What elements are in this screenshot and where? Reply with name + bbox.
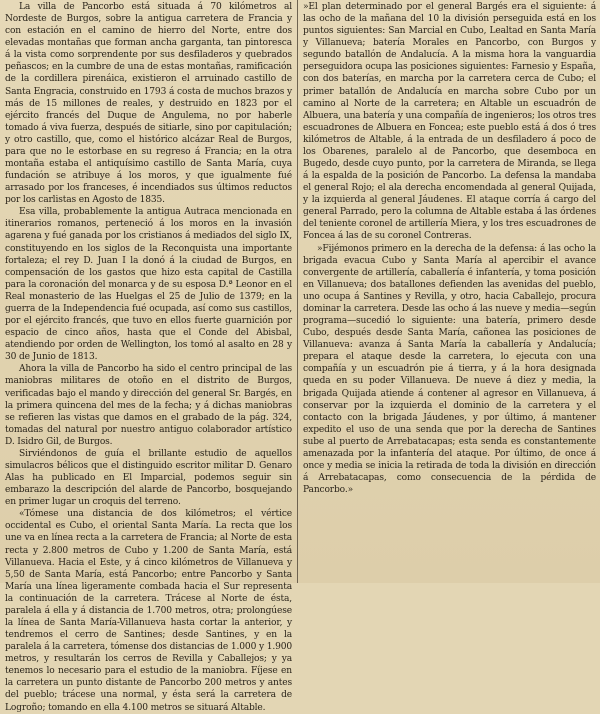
article-right-column bbox=[303, 1, 596, 496]
column-divider bbox=[297, 0, 298, 583]
article-paragraph: La villa de Pancorbo está situada á 70 kilómetros al Nordeste de Burgos, sobre la antigua carretera de Francia y con estación en el camino de hierro del Norte, entre dos elevadas montañas que forman ancha garganta, tan pintoresca á la vista como sorprendente por sus desfiladeros y quebrados peñascos; en la cumbre de una de estas montañas, ramificación de la cordillera pirenáica, existieron el arruinado castillo de Santa Engracia, construido en 1793 á costa de muchos brazos y más de 15 millones de reales, y destruido en 1823 por el ejército francés del Duque de Angulema, no por haberle tomado á viva fuerza, después de sitiarle, sino por capitulación; y otro castillo, que, como el histórico alcázar Real de Burgos, para que no le estorbase en su regreso á Francia; en la otra montaña estaba el antiquísimo castillo de Santa María, cuya fundación se atribuye á los moros, y que igualmente fué arrasado por los franceses, é incendiados sus últimos reductos por los carlistas en Agosto de 1835. bbox=[5, 2, 292, 206]
article-paragraph: »Fijémonos primero en la derecha de la defensa: á las ocho la brigada evacua Cubo y Santa María al apercibir el avance convergente de artillería, caballería é infantería, y toma posición en Villanueva; dos batallones defienden las avenidas del pueblo, uno ocupa á Santines y Revilla, y otro, hacia Caballejo, procura dominar la carretera. Desde las ocho á las nueve y media—según programa—sucedió lo siguiente: una batería, primero desde Cubo, después desde Santa María, cañonea las posiciones de Villanueva: avanza á Santa María la caballería y Andalucía; prepara el ataque desde la carretera, lo ejecuta con una compañía y un escuadrón pie á tierra, y á la hora designada queda en su poder Villanueva. De nueve á diez y media, la brigada Quijada atiende á contener al agresor en Villanueva, á conservar por la izquierda el dominio de la carretera y el contacto con la brigada Jáudenes, y por último, á mantener expedito el uso de una senda que por la derecha de Santines sube al puerto de Arrebatacapas; esta senda es constantemente amenazada por la infantería del ataque. Por último, de once á once y media se inicia la retirada de toda la división en dirección á Arrebatacapas, como consecuencia de la pérdida de Pancorbo.» bbox=[303, 243, 596, 496]
article-paragraph: Esa villa, probablemente la antigua Autraca mencionada en itinerarios romanos, perteneció á los moros en la invasión agarena y fué ganada por los cristianos á mediados del siglo IX, constituyendo en los siglos de la Reconquista una importante fortaleza; el rey D. Juan I la donó á la ciudad de Burgos, en compensación de los gastos que hizo esta capital de Castilla para la coronación del monarca y de su esposa D.ª Leonor en el Real monasterio de las Huelgas el 25 de Julio de 1379; en la guerra de la Independencia fué ocupada, así como sus castillos, por el ejército francés, que tuvo en ellos fuerte guarnición por espacio de cinco años, hasta que el Conde del Abisbal, atendiendo por orden de Wellington, los tomó al asalto en 28 y 30 de Junio de 1813. bbox=[5, 207, 292, 363]
article-left-column bbox=[5, 1, 292, 714]
article-paragraph: Ahora la villa de Pancorbo ha sido el centro principal de las maniobras militares de otoño en el distrito de Burgos, verificadas bajo el mando y dirección del general Sr. Bargés, en la primera quincena del mes de la fecha; y á dichas maniobras se refieren las vistas que damos en el grabado de la pág. 324, tomadas del natural por nuestro antiguo colaborador artístico D. Isidro Gil, de Burgos. bbox=[5, 364, 292, 447]
article-paragraph: »El plan determinado por el general Bargés era el siguiente: á las ocho de la mañana del 10 la división perseguida está en los puntos siguientes: San Marcial en Cubo, Lealtad en Santa María y Villanueva; batería Morales en Pancorbo, con Burgos y segundo batallón de Andalucía. A la misma hora la vanguardia perseguidora ocupa las posiciones siguientes: Farnesio y España, con dos baterías, en marcha por la carretera cerca de Cubo; el primer batallón de Andalucía en marcha sobre Cubo por un camino al Norte de la carretera; en Altable un escuadrón de Albuera, una batería y una compañía de ingenieros; los otros tres escuadrones de Albuera en Foncea; este pueblo está á dos ó tres kilómetros de Altable, á la entrada de un desfiladero á poco de los Obarenes, paralelo al de Pancorbo, que desemboca en Bugedo, desde cuyo punto, por la carretera de Miranda, se llega á la espalda de la posición de Pancorbo. La defensa la mandaba el general Rojo; el ala derecha encomendada al general Quijada, y la izquierda al general Jáudenes. El ataque corría á cargo del general Parrado, pero la columna de Altable estaba á las órdenes del teniente coronel de artillería Miera, y los tres escuadrones de Foncea á las de su coronel Contreras. bbox=[303, 2, 596, 242]
article-paragraph: Sirviéndonos de guía el brillante estudio de aquellos simulacros bélicos que el distinguido escritor militar D. Genaro Alas ha publicado en El Imparcial, podemos seguir sin embarazo la descripción del alarde de Pancorbo, bosquejando en primer lugar un croquis del terreno. bbox=[5, 448, 292, 508]
article-paragraph: «Tómese una distancia de dos kilómetros; el vértice occidental es Cubo, el oriental Santa María. La recta que los une va en línea recta a la carretera de Francia; al Norte de esta recta y 2.800 metros de Cubo y 1.200 de Santa María, está Villanueva. Hacia el Este, y á cinco kilómetros de Villanueva y 5,50 de Santa María, está Pancorbo; entre Pancorbo y Santa María una línea ligeramente combada hacia el Sur representa la continuación de la carretera. Trácese al Norte de ésta, paralela á ella y á distancia de 1.700 metros, otra; prolongúese la línea de Santa María-Villanueva hasta cortar la anterior, y tendremos el cerro de Santines; desde Santines, y en la paralela á la carretera, tómense dos distancias de 1.000 y 1.900 metros, y resultarán los cerros de Revilla y Caballejos; y ya tenemos lo necesario para el estudio de la maniobra. Fíjese en la carretera un punto distante de Pancorbo 200 metros y antes del pueblo; trácese una normal, y ésta será la carretera de Logroño; tomando en ella 4.100 metros se situará Altable. bbox=[5, 509, 292, 713]
